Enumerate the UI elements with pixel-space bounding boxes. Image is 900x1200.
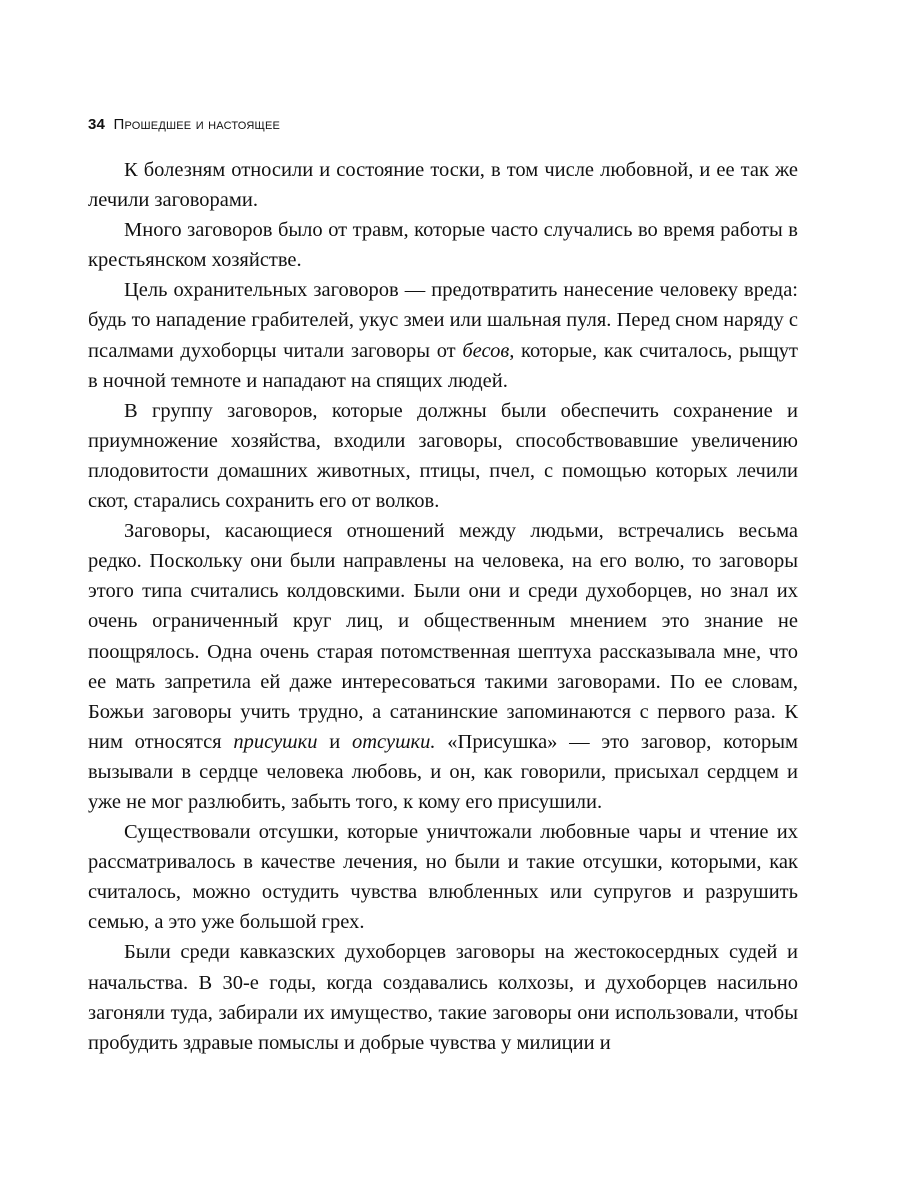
paragraph-text: которые, как считалось, рыщут в ночной темноте и нападают на спящих людей. [88,339,798,392]
body-text [88,155,798,1058]
paragraph-text: Цель охранительных заговоров — предотвратить нанесение человеку вреда: будь то нападение грабителей, укус змеи или шальная пуля. Перед сном наряду с псалмами духоборцы читали заговоры от [88,279,798,362]
italic-term: отсушки. [351,730,436,753]
paragraph: К болезням относили и состояние тоски, в том числе любовной, и ее так же лечили заговорами. [88,159,798,212]
italic-term: присушки [233,730,318,753]
paragraph-text: Заговоры, касающиеся отношений между людьми, встречались весьма редко. Поскольку они были направлены на человека, на его волю, то заговоры этого типа считались колдовскими. Были они и среди духоборцев, но знал их очень ограниченный круг лиц, и общественным мнением это знание не поощрялось. Одна очень старая потомственная шептуха рассказывала мне, что ее мать запретила ей даже интересоваться такими заговорами. По ее словам, Божьи заговоры учить трудно, а сатанинские запоминаются с первого раза. К ним относятся [88,520,798,753]
paragraph: Существовали отсушки, которые уничтожали любовные чары и чтение их рассматривалось в качестве лечения, но были и такие отсушки, которыми, как считалось, можно остудить чувства влюбленных или супругов и разрушить семью, а это уже большой грех. [88,821,798,934]
page-number: 34 [88,116,106,133]
paragraph-text: «Присушка» — это заговор, которым вызывали в сердце человека любовь, и он, как говорили, присыхал сердцем и уже не мог разлюбить, забыть того, к кому его присушили. [88,730,798,813]
paragraph [88,275,798,395]
paragraph: Были среди кавказских духоборцев заговоры на жестокосердных судей и начальства. В 30-е годы, когда создавались колхозы, и духоборцев насильно загоняли туда, забирали их имущество, такие заговоры они использовали, чтобы пробудить здравые помыслы и добрые чувства у милиции и [88,941,798,1054]
running-title: Прошедшее и настоящее [113,116,281,133]
paragraph [88,516,798,817]
paragraph: Много заговоров было от травм, которые часто случались во время работы в крестьянском хозяйстве. [88,219,798,272]
paragraph: В группу заговоров, которые должны были обеспечить сохранение и приумножение хозяйства, входили заговоры, способствовавшие увеличению плодовитости домашних животных, птицы, пчел, с помощью которых лечили скот, старались сохранить его от волков. [88,399,798,513]
paragraph-text: и [317,730,352,753]
italic-term: бесов, [462,339,515,362]
running-header [88,116,280,133]
